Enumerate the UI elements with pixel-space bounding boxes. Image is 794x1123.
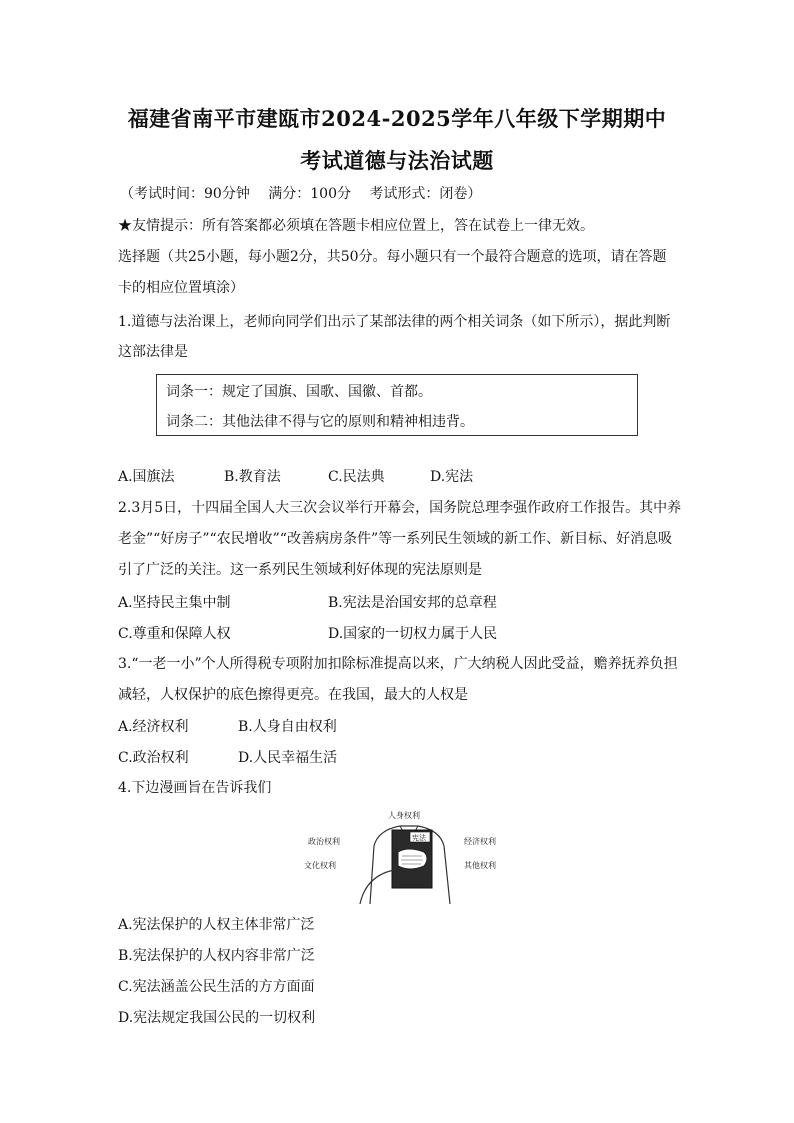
q3-option-b: B.人身自由权利 <box>238 719 337 735</box>
q2-option-b: B.宪法是治国安邦的总章程 <box>328 595 497 611</box>
q2-option-c: C.尊重和保障人权 <box>118 626 231 642</box>
label-personal-rights: 人身权利 <box>388 811 420 820</box>
section-intro-line2: 卡的相应位置填涂） <box>118 280 244 296</box>
q1-entry-box <box>156 374 638 436</box>
q4-stem: 4.下边漫画旨在告诉我们 <box>118 780 272 796</box>
q1-option-b: B.教育法 <box>224 469 281 485</box>
hand-shape <box>398 849 427 869</box>
q4-option-c: C.宪法涵盖公民生活的方方面面 <box>118 979 315 995</box>
exam-info: （考试时间：90分钟 满分：100分 考试形式：闭卷） <box>120 186 482 202</box>
q1-option-a: A.国旗法 <box>118 469 175 485</box>
q1-entry-2: 词条二：其他法律不得与它的原则和精神相违背。 <box>166 414 474 430</box>
friendly-tip: ★友情提示：所有答案都必须填在答题卡相应位置上，答在试卷上一律无效。 <box>118 218 594 234</box>
exam-title-line1: 福建省南平市建瓯市2024-2025学年八年级下学期期中 <box>127 106 667 131</box>
label-political-rights: 政治权利 <box>308 837 340 846</box>
q4-option-a: A.宪法保护的人权主体非常广泛 <box>118 917 315 933</box>
q1-entry-1: 词条一：规定了国旗、国歌、国徽、首都。 <box>166 384 432 400</box>
label-cultural-rights: 文化权利 <box>304 861 336 870</box>
q4-cartoon-figure <box>300 806 514 904</box>
q1-option-d: D.宪法 <box>430 469 474 485</box>
q2-option-d: D.国家的一切权力属于人民 <box>328 626 498 642</box>
q3-option-c: C.政治权利 <box>118 750 189 766</box>
section-intro-line1: 选择题（共25小题，每小题2分，共50分。每小题只有一个最符合题意的选项，请在答题 <box>118 249 667 265</box>
q4-option-b: B.宪法保护的人权内容非常广泛 <box>118 948 315 964</box>
q2-stem-line1: 2.3月5日，十四届全国人大三次会议举行开幕会，国务院总理李强作政府工作报告。其中养 <box>118 500 682 516</box>
label-other-rights: 其他权利 <box>464 861 496 870</box>
arm-outline <box>360 870 394 904</box>
q2-stem-line3: 引了广泛的关注。这一系列民生领域利好体现的宪法原则是 <box>118 562 482 578</box>
exam-title-line2: 考试道德与法治试题 <box>300 148 494 173</box>
q3-option-d: D.人民幸福生活 <box>238 750 338 766</box>
q4-option-d: D.宪法规定我国公民的一切权利 <box>118 1010 316 1026</box>
q2-stem-line2: 老金”“好房子”“农民增收”“改善病房条件”等一系列民生领域的新工作、新目标、好消息吸 <box>118 531 673 547</box>
q1-stem-line1: 1.道德与法治课上，老师向同学们出示了某部法律的两个相关词条（如下所示），据此判断 <box>118 314 671 330</box>
q3-stem-line2: 减轻，人权保护的底色擦得更亮。在我国，最大的人权是 <box>118 687 468 703</box>
q1-stem-line2: 这部法律是 <box>118 344 188 360</box>
q3-option-a: A.经济权利 <box>118 719 189 735</box>
book-label: 宪法 <box>412 834 426 842</box>
q2-option-a: A.坚持民主集中制 <box>118 595 231 611</box>
q1-option-c: C.民法典 <box>328 469 385 485</box>
label-economic-rights: 经济权利 <box>464 837 496 846</box>
q3-stem-line1: 3.“一老一小”个人所得税专项附加扣除标准提高以来，广大纳税人因此受益，赡养抚养负担 <box>118 656 678 672</box>
